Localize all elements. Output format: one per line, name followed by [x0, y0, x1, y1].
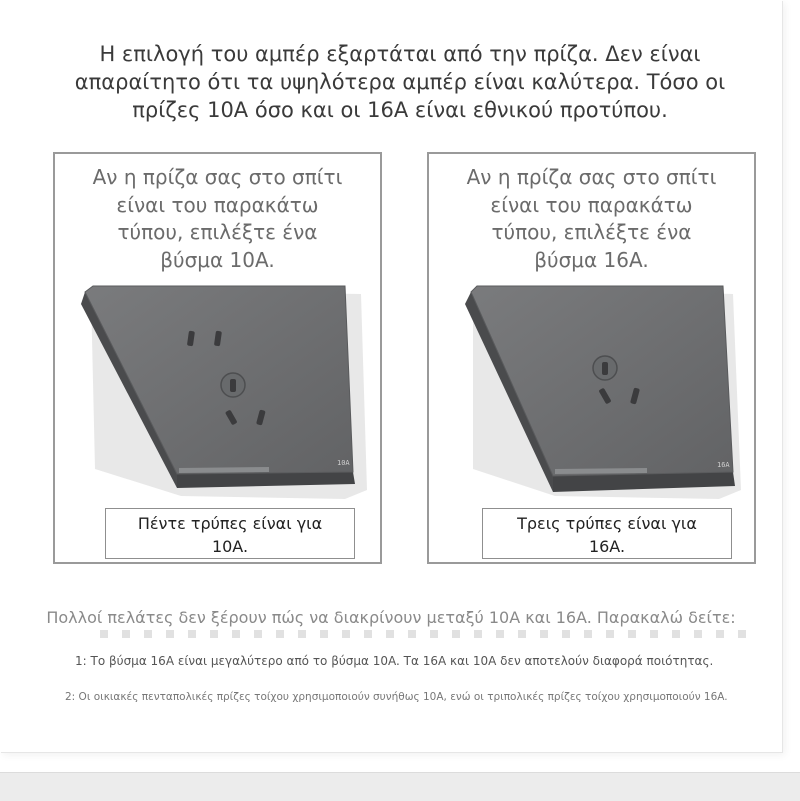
socket-badge: 16A: [717, 461, 730, 469]
intro-line: απαραίτητο ότι τα υψηλότερα αμπέρ είναι καλύτερα. Τόσο οι: [74, 70, 726, 94]
caption-line: Τρεις τρύπες είναι για: [517, 514, 697, 533]
notes-heading: Πολλοί πελάτες δεν ξέρουν πώς να διακρίνουν μεταξύ 10A και 16A. Παρακαλώ δείτε:: [46, 608, 736, 627]
card-text-line: βύσμα 10A.: [160, 247, 275, 272]
socket-badge: 10A: [337, 459, 350, 467]
caption-line: 10A.: [211, 537, 249, 556]
three-hole-socket-image: [429, 154, 754, 564]
card-text-line: τύπου, επιλέξτε ένα: [491, 220, 692, 244]
five-hole-socket-image: [55, 154, 380, 564]
note-2: 2: Οι οικιακές πενταπολικές πρίζες τοίχου χρησιμοποιούν συνήθως 10A, ενώ οι τριπολικές πρίζες τοίχου χρησιμοποιούν 16A.: [65, 691, 728, 703]
socket-card-16a: [427, 152, 756, 564]
card-text-line: είναι του παρακάτω: [490, 192, 693, 217]
intro-line: πρίζες 10A όσο και οι 16A είναι εθνικού προτύπου.: [132, 98, 668, 122]
note-1: 1: Το βύσμα 16A είναι μεγαλύτερο από το βύσμα 10A. Τα 16A και 10A δεν αποτελούν διαφορά ποιότητας.: [75, 654, 714, 668]
card-text-line: είναι του παρακάτω: [116, 192, 319, 217]
card-text-line: βύσμα 16A.: [534, 247, 649, 272]
caption-box: [105, 508, 355, 559]
intro-text: [40, 40, 760, 124]
intro-line: Η επιλογή του αμπέρ εξαρτάται από την πρίζα. Δεν είναι: [99, 42, 701, 66]
socket-card-10a: [53, 152, 382, 564]
card-text-line: Αν η πρίζα σας στο σπίτι: [466, 165, 717, 189]
caption-line: Πέντε τρύπες είναι για: [137, 514, 323, 533]
bottom-strip: [0, 772, 800, 801]
faded-text-band: [100, 630, 760, 638]
caption-box: [482, 508, 732, 559]
caption-line: 16A.: [588, 537, 626, 556]
card-text-line: Αν η πρίζα σας στο σπίτι: [92, 165, 343, 189]
card-text-line: τύπου, επιλέξτε ένα: [117, 220, 318, 244]
